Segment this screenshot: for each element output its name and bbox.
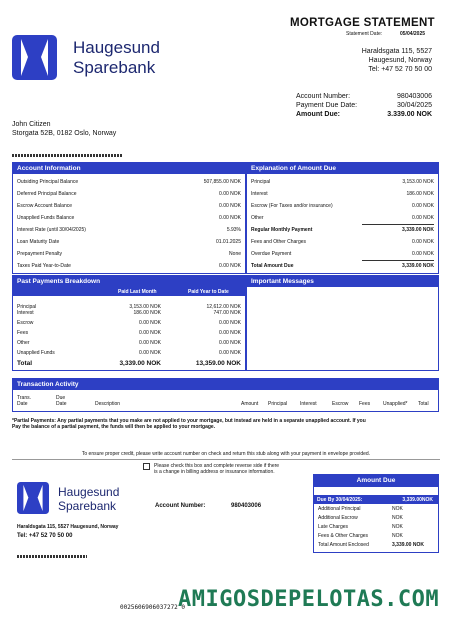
account-info-row: Interest Rate (until 30/04/2025) 5.93% — [17, 227, 241, 233]
coupon-account-label: Account Number: — [155, 503, 206, 509]
coupon-row: Late Charges NOK — [318, 524, 403, 530]
bank-address2: Haugesund, Norway — [368, 57, 432, 64]
coupon-bank-name1: Haugesund — [58, 485, 120, 499]
col-due-date: Date — [56, 401, 67, 407]
account-info-row: Escrow Account Balance 0.00 NOK — [17, 203, 241, 209]
account-info-box — [12, 162, 246, 274]
address-change-text2: is a change in billing address or insurance information. — [154, 469, 275, 475]
past-payments-row: Escrow 0.00 NOK 0.00 NOK — [17, 320, 241, 326]
address-change-checkbox[interactable] — [143, 463, 150, 470]
messages-box — [246, 275, 439, 371]
account-info-row: Taxes Paid Year-to-Date 0.00 NOK — [17, 263, 241, 269]
explanation-row: Other 0.00 NOK — [251, 215, 434, 221]
col-interest: Interest — [300, 401, 317, 407]
bank-logo-icon — [12, 35, 57, 80]
explanation-row: Principal 3,153.00 NOK — [251, 179, 434, 185]
partial-note-line2: Pay the balance of a partial payment, the funds will then be applied to your mortgage. — [12, 424, 216, 430]
explanation-row: Interest 186.00 NOK — [251, 191, 434, 197]
coupon-phone: Tel: +47 52 70 50 00 — [17, 533, 73, 539]
explanation-header: Explanation of Amount Due — [247, 163, 438, 174]
customer-name: John Citizen — [12, 121, 51, 128]
account-info-row: Unapplied Funds Balance 0.00 NOK — [17, 215, 241, 221]
micr-line: 0025606906037272 0 — [120, 604, 186, 611]
explanation-row: Regular Monthly Payment 3,339.00 NOK — [251, 227, 434, 233]
messages-header: Important Messages — [247, 276, 438, 287]
customer-address: Storgata 52B, 0182 Oslo, Norway — [12, 130, 117, 137]
statement-date-label: Statement Date: — [346, 31, 383, 37]
col-due: Due — [56, 395, 66, 401]
col-principal: Principal — [268, 401, 288, 407]
amount-due-value: 3.339.00 NOK — [387, 111, 432, 118]
col-total: Total — [418, 401, 429, 407]
col-amount: Amount — [241, 401, 259, 407]
col-description: Description — [95, 401, 121, 407]
divider — [362, 224, 434, 225]
past-payments-row: Interest 186.00 NOK 747.00 NOK — [17, 310, 241, 316]
explanation-row: Overdue Payment 0.00 NOK — [251, 251, 434, 257]
coupon-address: Haraldsgata 115, 5527 Haugesund, Norway — [17, 524, 119, 530]
past-payments-row: Fees 0.00 NOK 0.00 NOK — [17, 330, 241, 336]
bank-name-line2: Sparebank — [73, 58, 156, 77]
past-payments-row: Unapplied Funds 0.00 NOK 0.00 NOK — [17, 350, 241, 356]
address-change-text1: Please check this box and complete reverse side if there — [154, 463, 280, 469]
coupon-amount-box — [313, 474, 439, 553]
statement-date-value: 05/04/2025 — [400, 31, 426, 37]
col-trans-date: Date — [17, 401, 28, 407]
account-info-row: Prepayment Penalty None — [17, 251, 241, 257]
past-payments-header: Past Payments Breakdown — [13, 276, 245, 287]
divider — [362, 260, 434, 261]
explanation-box — [246, 162, 439, 274]
statement-title: MORTGAGE STATEMENT — [290, 17, 435, 29]
explanation-row: Total Amount Due 3,339.00 NOK — [251, 263, 434, 269]
coupon-row: Fees & Other Charges NOK — [318, 533, 403, 539]
account-number-value: 980403006 — [396, 93, 432, 100]
past-payments-row: Other 0.00 NOK 0.00 NOK — [17, 340, 241, 346]
account-info-header: Account Information — [13, 163, 245, 174]
customer-barcode — [12, 144, 122, 162]
col-trans: Trans. — [17, 395, 31, 401]
account-number-label: Account Number: — [296, 93, 351, 100]
amount-due-label: Amount Due: — [296, 111, 340, 118]
past-payments-box — [12, 275, 246, 371]
coupon-logo-icon — [17, 482, 49, 514]
coupon-row: Additional Escrow NOK — [318, 515, 403, 521]
past-payments-subheader: Paid Last Month Paid Year to Date — [13, 287, 245, 296]
col-escrow: Escrow — [332, 401, 349, 407]
transactions-header: Transaction Activity — [13, 379, 438, 390]
watermark: AMIGOSDEPELOTAS.COM — [178, 587, 440, 612]
account-info-row: Deferred Principal Balance 0.00 NOK — [17, 191, 241, 197]
bank-address1: Haraldsgata 115, 5527 — [361, 48, 432, 55]
col-unapplied: Unapplied* — [383, 401, 408, 407]
cut-line — [12, 459, 440, 460]
bank-name-line1: Haugesund — [73, 38, 160, 57]
col-fees: Fees — [359, 401, 371, 407]
past-payments-row: Principal 3,153.00 NOK 12,612.00 NOK — [17, 304, 241, 310]
coupon-instruction: To ensure proper credit, please write account number on check and return this stub along with your payment in envelope provided. — [81, 451, 371, 457]
past-payments-total: Total 3,339.00 NOK 13,359.00 NOK — [17, 360, 241, 367]
coupon-due-by: Due By 30/04/2025: 3,339.00NOK — [314, 495, 438, 504]
partial-note-line1: *Partial Payments: Any partial payments that you make are not applied to your mortgage, but instead are held in a separate unapplied account. If you — [12, 418, 366, 424]
account-info-row: Outsiding Principal Balance 507,855.00 NOK — [17, 179, 241, 185]
account-info-row: Loan Maturity Date 01.01.2025 — [17, 239, 241, 245]
coupon-amount-header: Amount Due — [314, 475, 438, 487]
due-date-label: Payment Due Date: — [296, 102, 358, 109]
explanation-row: Fees and Other Charges 0.00 NOK — [251, 239, 434, 245]
explanation-row: Escrow (For Taxes and/or insurance) 0.00 NOK — [251, 203, 434, 209]
coupon-signature — [17, 545, 87, 563]
coupon-row: Additional Principal NOK — [318, 506, 403, 512]
coupon-account-value: 980403006 — [231, 503, 262, 509]
bank-phone: Tel: +47 52 70 50 00 — [368, 66, 432, 73]
transactions-box — [12, 378, 439, 412]
coupon-row: Total Amount Enclosed 3,339.00 NOK — [318, 542, 424, 548]
due-date-value: 30/04/2025 — [396, 102, 432, 109]
coupon-bank-name2: Sparebank — [58, 499, 117, 513]
